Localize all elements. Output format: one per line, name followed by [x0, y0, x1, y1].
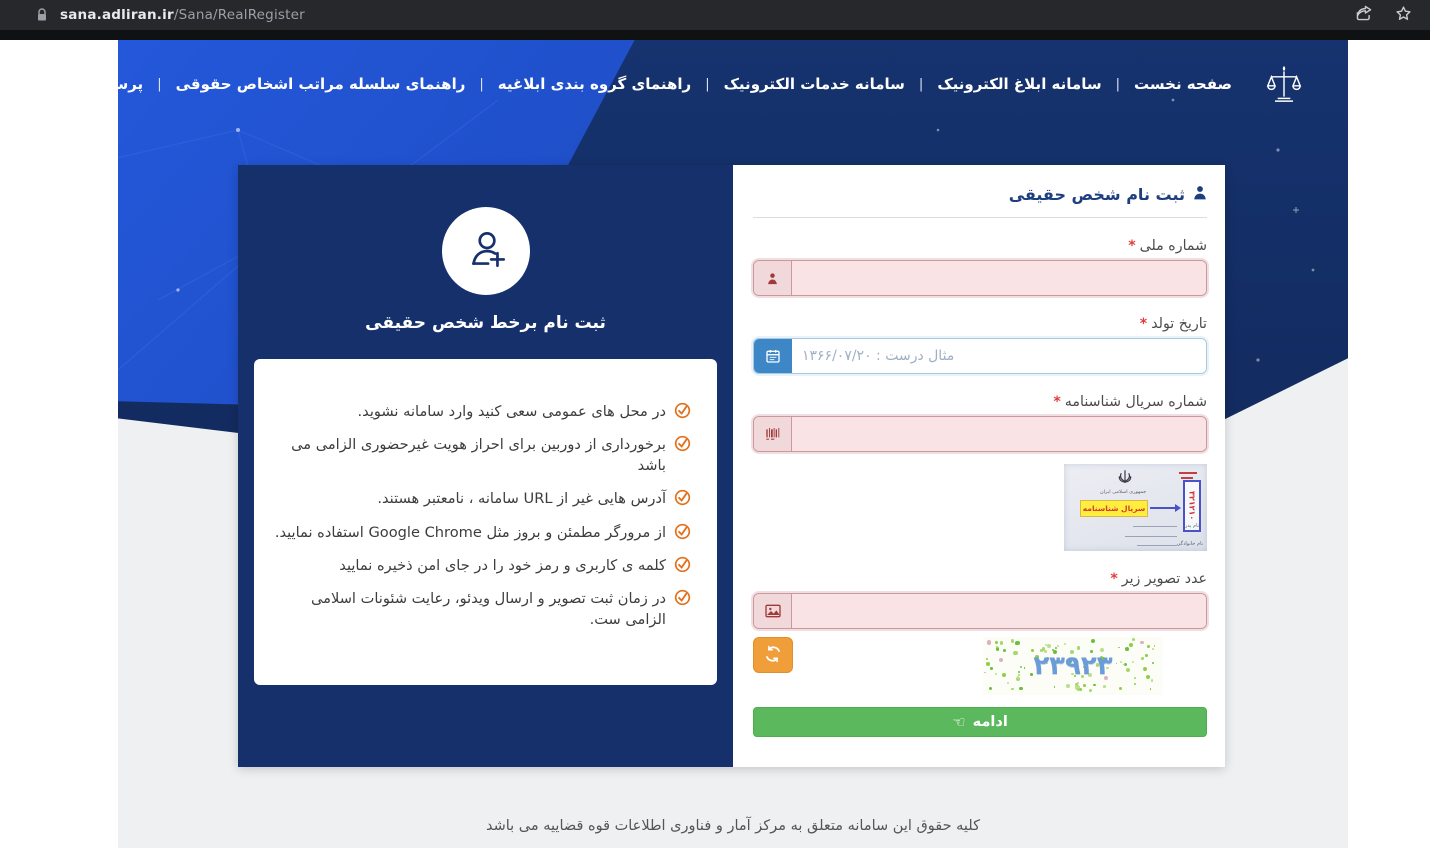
national-id-label: شماره ملی* [1128, 238, 1207, 254]
bookmark-star-icon[interactable] [1395, 5, 1412, 26]
nav-separator: | [479, 76, 484, 92]
share-icon[interactable] [1355, 5, 1373, 25]
info-panel [238, 165, 733, 767]
tip-item: برخورداری از دوربین برای احراز هویت غیرحضوری الزامی می باشد [274, 434, 691, 476]
check-circle-icon [674, 589, 691, 606]
cert-red-mark [1181, 477, 1193, 479]
nav-item-grouping-guide[interactable]: راهنمای گروه بندی ابلاغیه [497, 75, 692, 93]
required-mark: * [1139, 316, 1148, 332]
tip-item: از مرورگر مطمئن و بروز مثل Google Chrome استفاده نمایید. [274, 522, 691, 543]
hero-title: ثبت نام برخط شخص حقیقی [365, 313, 606, 333]
captcha-row [753, 637, 1207, 695]
image-icon [754, 594, 792, 628]
refresh-captcha-button[interactable] [753, 637, 793, 673]
cert-family-label: نام خانوادگی [1176, 541, 1203, 547]
avatar [442, 207, 530, 295]
registration-card [238, 165, 1225, 767]
form-title: ثبت نام شخص حقیقی [753, 185, 1207, 204]
continue-button[interactable]: ادامه ☜ [753, 707, 1207, 737]
cert-line [1137, 545, 1177, 546]
nav-separator: | [1115, 76, 1120, 92]
serial-group [753, 416, 1207, 452]
nav-item-faq[interactable]: پرسش های متداول [0, 75, 144, 93]
tip-item: کلمه ی کاربری و رمز خود را در جای امن ذخیره نمایید [274, 555, 691, 576]
captcha-image [983, 637, 1163, 695]
tip-item: آدرس هایی غیر از URL سامانه ، نامعتبر هستند. [274, 488, 691, 509]
nav-item-eblagh-system[interactable]: سامانه ابلاغ الکترونیک [937, 75, 1102, 93]
url-host: sana.adliran.ir [60, 7, 174, 23]
captcha-digits: ۲۳۹۲۳ [1033, 651, 1113, 681]
captcha-input[interactable] [792, 594, 1206, 628]
registration-form [733, 165, 1225, 767]
form-divider [753, 217, 1207, 218]
nav-separator: | [705, 76, 710, 92]
national-id-input[interactable] [792, 261, 1206, 295]
url-text[interactable] [60, 7, 305, 23]
main-nav [0, 62, 1348, 106]
cert-red-mark [1179, 472, 1197, 474]
cert-line [1133, 526, 1177, 527]
person-icon [754, 261, 792, 295]
iran-emblem-icon [1116, 468, 1134, 490]
birth-date-input[interactable] [792, 339, 1206, 373]
nav-separator: | [157, 76, 162, 92]
required-mark: * [1053, 394, 1061, 410]
required-mark: * [1110, 571, 1118, 587]
url-path: /Sana/RealRegister [173, 7, 305, 23]
cert-arrow-icon [1150, 507, 1176, 509]
user-icon [1193, 185, 1207, 204]
justice-scales-logo [1266, 62, 1302, 106]
serial-input[interactable] [792, 417, 1206, 451]
check-circle-icon [674, 435, 691, 452]
tip-item: در زمان ثبت تصویر و ارسال ویدئو، رعایت شئونات اسلامی الزامی ست. [274, 588, 691, 630]
certificate-sample-image [1064, 464, 1207, 551]
chrome-divider [0, 30, 1430, 40]
cert-father-label: نام پدر [1184, 523, 1199, 529]
refresh-icon [764, 645, 782, 666]
serial-label: شماره سریال شناسنامه* [1053, 394, 1207, 410]
check-circle-icon [674, 489, 691, 506]
check-circle-icon [674, 556, 691, 573]
footer-copyright: کلیه حقوق این سامانه متعلق به مرکز آمار و فناوری اطلاعات قوه قضاییه می باشد [485, 818, 981, 834]
national-id-group [753, 260, 1207, 296]
captcha-group [753, 593, 1207, 629]
cert-country-text: جمهوری اسلامی ایران [1100, 489, 1147, 495]
check-circle-icon [674, 523, 691, 540]
site-content-column [0, 40, 1348, 848]
check-circle-icon [674, 402, 691, 419]
browser-address-bar [0, 0, 1430, 30]
cert-serial-highlight: سریال شناسنامه [1080, 500, 1148, 517]
lock-icon [36, 8, 48, 22]
user-plus-icon [461, 224, 511, 278]
nav-item-services-system[interactable]: سامانه خدمات الکترونیک [723, 75, 905, 93]
required-mark: * [1128, 238, 1136, 254]
pointer-hand-icon: ☜ [952, 713, 966, 731]
nav-item-home[interactable]: صفحه نخست [1133, 75, 1232, 93]
barcode-icon [754, 417, 792, 451]
birth-date-label: تاریخ تولد* [1139, 316, 1207, 332]
nav-separator: | [918, 76, 924, 92]
cert-serial-box: ۳۲۱۲۱۰ [1183, 480, 1201, 532]
calendar-icon[interactable] [754, 339, 792, 373]
page-background [0, 40, 1430, 848]
cert-line [1125, 536, 1177, 537]
birth-date-group [753, 338, 1207, 374]
nav-item-hierarchy-guide[interactable]: راهنمای سلسله مراتب اشخاص حقوقی [175, 75, 466, 93]
tips-card [254, 359, 717, 685]
tip-item: در محل های عمومی سعی کنید وارد سامانه نشوید. [274, 401, 691, 422]
captcha-label: عدد تصویر زیر* [1110, 571, 1207, 587]
